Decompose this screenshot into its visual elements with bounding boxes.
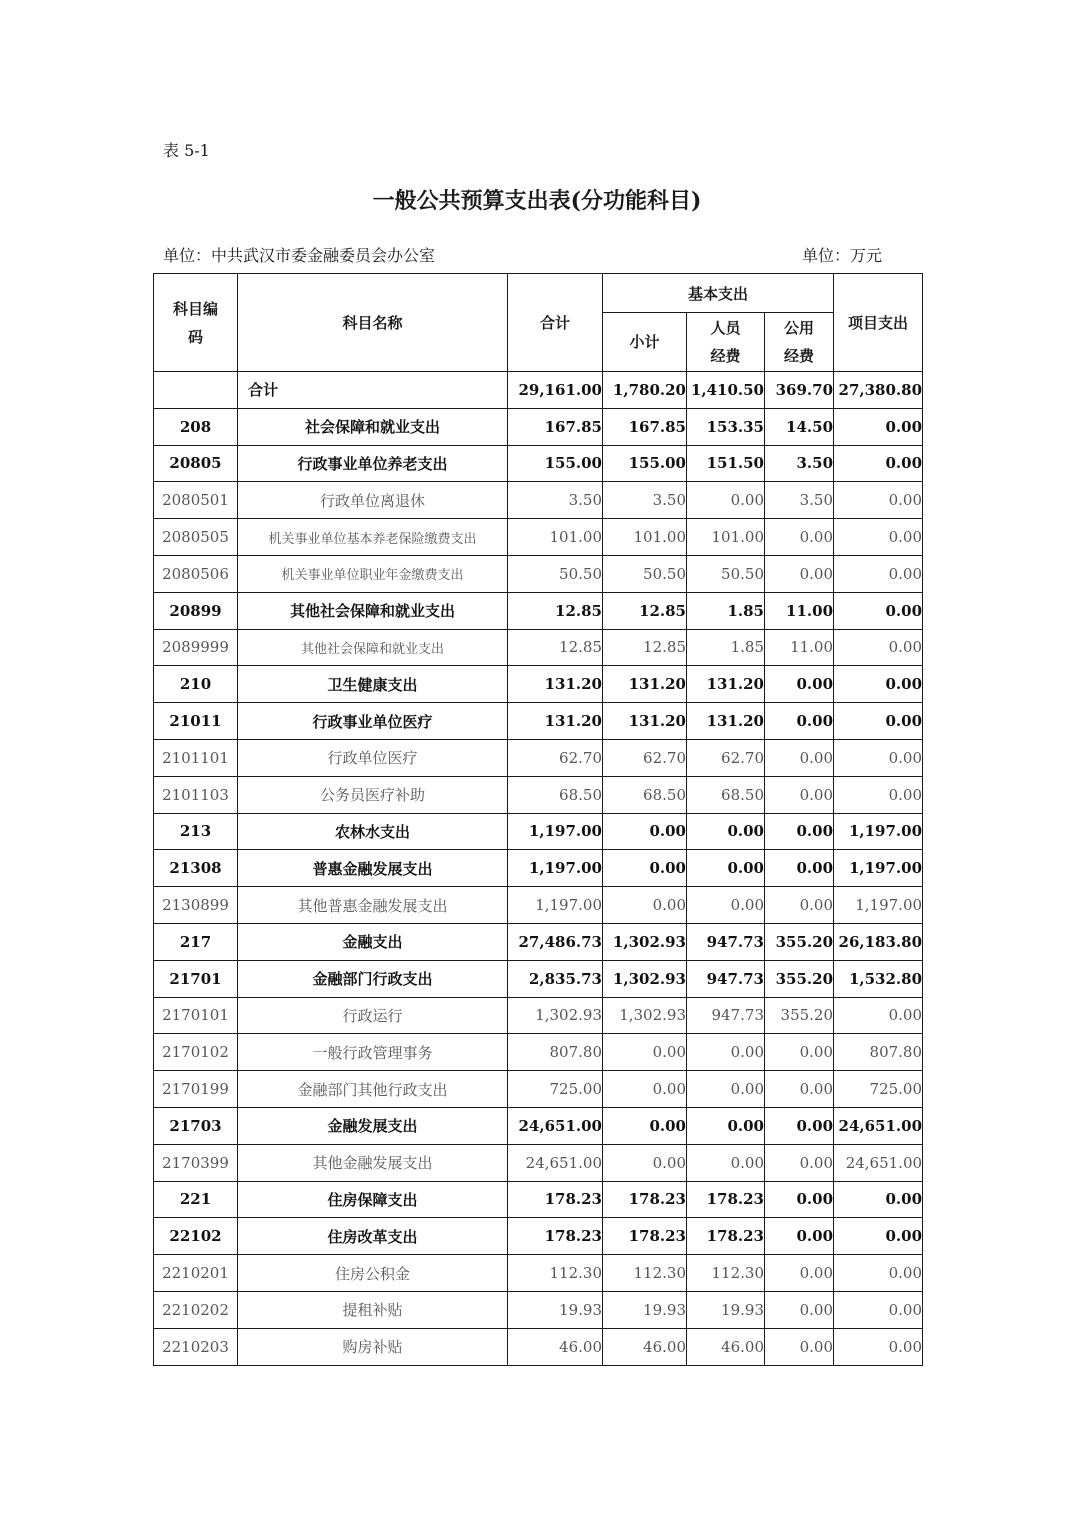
cell-personnel: 112.30 (687, 1255, 765, 1292)
cell-name: 卫生健康支出 (238, 666, 508, 703)
table-row (154, 482, 923, 519)
table-row (154, 592, 923, 629)
cell-subtotal: 1,302.93 (603, 997, 687, 1034)
cell-total: 1,197.00 (508, 850, 603, 887)
cell-code: 2101103 (154, 776, 238, 813)
cell-code: 217 (154, 923, 238, 960)
cell-code: 21701 (154, 960, 238, 997)
cell-total: 1,302.93 (508, 997, 603, 1034)
cell-total: 1,197.00 (508, 813, 603, 850)
cell-name: 其他社会保障和就业支出 (238, 629, 508, 666)
cell-project: 0.00 (834, 482, 923, 519)
cell-subtotal: 101.00 (603, 519, 687, 556)
cell-code: 2210202 (154, 1291, 238, 1328)
cell-personnel: 62.70 (687, 739, 765, 776)
cell-personnel: 0.00 (687, 1144, 765, 1181)
cell-subtotal: 50.50 (603, 555, 687, 592)
cell-total: 131.20 (508, 666, 603, 703)
table-row (154, 519, 923, 556)
cell-code: 221 (154, 1181, 238, 1218)
cell-code: 21308 (154, 850, 238, 887)
cell-public: 0.00 (765, 1218, 834, 1255)
cell-total: 1,197.00 (508, 887, 603, 924)
cell-name: 机关事业单位职业年金缴费支出 (238, 555, 508, 592)
cell-project: 0.00 (834, 592, 923, 629)
cell-personnel: 46.00 (687, 1328, 765, 1365)
cell-subtotal: 12.85 (603, 592, 687, 629)
cell-personnel: 0.00 (687, 850, 765, 887)
cell-personnel: 1.85 (687, 592, 765, 629)
cell-name: 住房保障支出 (238, 1181, 508, 1218)
cell-project: 27,380.80 (834, 372, 923, 409)
cell-code (154, 372, 238, 409)
table-row (154, 445, 923, 482)
cell-project: 1,532.80 (834, 960, 923, 997)
cell-subtotal: 3.50 (603, 482, 687, 519)
unit-currency: 单位：万元 (802, 246, 883, 265)
cell-name: 行政运行 (238, 997, 508, 1034)
cell-public: 0.00 (765, 1107, 834, 1144)
cell-project: 0.00 (834, 629, 923, 666)
cell-name: 金融发展支出 (238, 1107, 508, 1144)
cell-personnel: 0.00 (687, 1034, 765, 1071)
cell-personnel: 0.00 (687, 887, 765, 924)
cell-personnel: 178.23 (687, 1181, 765, 1218)
cell-subtotal: 0.00 (603, 813, 687, 850)
cell-project: 0.00 (834, 519, 923, 556)
table-row (154, 1328, 923, 1365)
cell-public: 0.00 (765, 739, 834, 776)
cell-total: 807.80 (508, 1034, 603, 1071)
cell-total: 101.00 (508, 519, 603, 556)
cell-public: 0.00 (765, 703, 834, 740)
cell-name: 社会保障和就业支出 (238, 408, 508, 445)
cell-personnel: 1,410.50 (687, 372, 765, 409)
cell-personnel: 68.50 (687, 776, 765, 813)
cell-name: 行政单位医疗 (238, 739, 508, 776)
cell-name: 合计 (238, 372, 508, 409)
cell-code: 213 (154, 813, 238, 850)
header-project: 项目支出 (834, 274, 923, 372)
cell-subtotal: 68.50 (603, 776, 687, 813)
cell-public: 355.20 (765, 960, 834, 997)
cell-public: 0.00 (765, 1144, 834, 1181)
cell-name: 金融支出 (238, 923, 508, 960)
cell-code: 2080505 (154, 519, 238, 556)
table-row (154, 1144, 923, 1181)
cell-name: 一般行政管理事务 (238, 1034, 508, 1071)
cell-name: 其他社会保障和就业支出 (238, 592, 508, 629)
cell-total: 24,651.00 (508, 1144, 603, 1181)
cell-public: 14.50 (765, 408, 834, 445)
cell-public: 0.00 (765, 887, 834, 924)
cell-project: 725.00 (834, 1071, 923, 1108)
table-row (154, 1181, 923, 1218)
cell-name: 其他普惠金融发展支出 (238, 887, 508, 924)
cell-name: 行政事业单位养老支出 (238, 445, 508, 482)
cell-name: 其他金融发展支出 (238, 1144, 508, 1181)
cell-public: 11.00 (765, 592, 834, 629)
cell-project: 0.00 (834, 1291, 923, 1328)
cell-subtotal: 46.00 (603, 1328, 687, 1365)
cell-code: 2210203 (154, 1328, 238, 1365)
cell-total: 167.85 (508, 408, 603, 445)
table-number: 表 5-1 (163, 141, 210, 160)
cell-project: 24,651.00 (834, 1107, 923, 1144)
cell-code: 2101101 (154, 739, 238, 776)
table-row (154, 887, 923, 924)
header-personnel: 人员经费 (687, 313, 765, 372)
cell-project: 1,197.00 (834, 850, 923, 887)
cell-project: 0.00 (834, 703, 923, 740)
cell-total: 178.23 (508, 1218, 603, 1255)
cell-name: 金融部门其他行政支出 (238, 1071, 508, 1108)
cell-total: 29,161.00 (508, 372, 603, 409)
cell-public: 0.00 (765, 1255, 834, 1292)
cell-total: 19.93 (508, 1291, 603, 1328)
cell-subtotal: 1,780.20 (603, 372, 687, 409)
cell-personnel: 947.73 (687, 997, 765, 1034)
cell-public: 0.00 (765, 666, 834, 703)
page-title: 一般公共预算支出表(分功能科目) (372, 188, 702, 214)
cell-subtotal: 0.00 (603, 850, 687, 887)
cell-name: 金融部门行政支出 (238, 960, 508, 997)
table-row (154, 1255, 923, 1292)
cell-subtotal: 19.93 (603, 1291, 687, 1328)
cell-project: 0.00 (834, 408, 923, 445)
cell-public: 0.00 (765, 1328, 834, 1365)
header-name: 科目名称 (238, 274, 508, 372)
cell-project: 0.00 (834, 666, 923, 703)
table-row (154, 372, 923, 409)
cell-project: 0.00 (834, 776, 923, 813)
header-public: 公用经费 (765, 313, 834, 372)
cell-total: 155.00 (508, 445, 603, 482)
cell-public: 0.00 (765, 850, 834, 887)
cell-personnel: 947.73 (687, 960, 765, 997)
cell-total: 3.50 (508, 482, 603, 519)
cell-total: 131.20 (508, 703, 603, 740)
table-row (154, 923, 923, 960)
cell-personnel: 0.00 (687, 482, 765, 519)
cell-personnel: 101.00 (687, 519, 765, 556)
cell-personnel: 178.23 (687, 1218, 765, 1255)
cell-total: 62.70 (508, 739, 603, 776)
header-subtotal: 小计 (603, 313, 687, 372)
cell-name: 提租补贴 (238, 1291, 508, 1328)
cell-public: 369.70 (765, 372, 834, 409)
cell-subtotal: 131.20 (603, 703, 687, 740)
cell-subtotal: 155.00 (603, 445, 687, 482)
cell-personnel: 19.93 (687, 1291, 765, 1328)
cell-name: 公务员医疗补助 (238, 776, 508, 813)
table-row (154, 555, 923, 592)
cell-code: 2170199 (154, 1071, 238, 1108)
cell-project: 0.00 (834, 997, 923, 1034)
cell-personnel: 0.00 (687, 813, 765, 850)
cell-subtotal: 0.00 (603, 1034, 687, 1071)
table-row (154, 776, 923, 813)
cell-personnel: 0.00 (687, 1107, 765, 1144)
cell-public: 355.20 (765, 997, 834, 1034)
unit-organization: 单位：中共武汉市委金融委员会办公室 (163, 246, 436, 265)
cell-code: 21703 (154, 1107, 238, 1144)
table-row (154, 629, 923, 666)
cell-code: 2210201 (154, 1255, 238, 1292)
cell-subtotal: 0.00 (603, 887, 687, 924)
cell-code: 2170399 (154, 1144, 238, 1181)
cell-total: 46.00 (508, 1328, 603, 1365)
cell-public: 0.00 (765, 776, 834, 813)
cell-code: 2080501 (154, 482, 238, 519)
cell-code: 20805 (154, 445, 238, 482)
cell-subtotal: 0.00 (603, 1144, 687, 1181)
table-row (154, 703, 923, 740)
cell-project: 0.00 (834, 445, 923, 482)
cell-total: 24,651.00 (508, 1107, 603, 1144)
cell-public: 3.50 (765, 482, 834, 519)
cell-code: 2170101 (154, 997, 238, 1034)
cell-code: 2170102 (154, 1034, 238, 1071)
cell-project: 1,197.00 (834, 887, 923, 924)
cell-public: 0.00 (765, 1291, 834, 1328)
table-row (154, 1291, 923, 1328)
cell-personnel: 151.50 (687, 445, 765, 482)
cell-public: 0.00 (765, 1034, 834, 1071)
table-row (154, 1107, 923, 1144)
cell-project: 807.80 (834, 1034, 923, 1071)
cell-total: 112.30 (508, 1255, 603, 1292)
cell-code: 20899 (154, 592, 238, 629)
cell-name: 购房补贴 (238, 1328, 508, 1365)
cell-code: 2089999 (154, 629, 238, 666)
table-row (154, 1034, 923, 1071)
cell-total: 27,486.73 (508, 923, 603, 960)
table-row (154, 960, 923, 997)
cell-total: 178.23 (508, 1181, 603, 1218)
cell-total: 12.85 (508, 629, 603, 666)
cell-project: 0.00 (834, 1218, 923, 1255)
header-total: 合计 (508, 274, 603, 372)
cell-project: 0.00 (834, 1255, 923, 1292)
cell-public: 355.20 (765, 923, 834, 960)
cell-project: 0.00 (834, 739, 923, 776)
cell-public: 0.00 (765, 1071, 834, 1108)
cell-public: 0.00 (765, 813, 834, 850)
header-basic: 基本支出 (603, 274, 834, 313)
cell-public: 11.00 (765, 629, 834, 666)
cell-total: 725.00 (508, 1071, 603, 1108)
cell-subtotal: 131.20 (603, 666, 687, 703)
cell-subtotal: 178.23 (603, 1218, 687, 1255)
cell-project: 0.00 (834, 555, 923, 592)
table-row (154, 813, 923, 850)
cell-subtotal: 0.00 (603, 1071, 687, 1108)
cell-name: 机关事业单位基本养老保险缴费支出 (238, 519, 508, 556)
cell-public: 0.00 (765, 1181, 834, 1218)
cell-subtotal: 12.85 (603, 629, 687, 666)
cell-personnel: 947.73 (687, 923, 765, 960)
header-code: 科目编码 (154, 274, 238, 372)
cell-public: 3.50 (765, 445, 834, 482)
cell-total: 50.50 (508, 555, 603, 592)
table-row (154, 1071, 923, 1108)
budget-table (153, 273, 923, 1366)
cell-personnel: 131.20 (687, 666, 765, 703)
cell-subtotal: 1,302.93 (603, 923, 687, 960)
table-row (154, 739, 923, 776)
cell-personnel: 131.20 (687, 703, 765, 740)
cell-total: 12.85 (508, 592, 603, 629)
cell-project: 0.00 (834, 1328, 923, 1365)
cell-subtotal: 62.70 (603, 739, 687, 776)
cell-personnel: 153.35 (687, 408, 765, 445)
cell-public: 0.00 (765, 519, 834, 556)
table-row (154, 850, 923, 887)
cell-public: 0.00 (765, 555, 834, 592)
cell-subtotal: 167.85 (603, 408, 687, 445)
cell-code: 22102 (154, 1218, 238, 1255)
cell-personnel: 0.00 (687, 1071, 765, 1108)
table-row (154, 666, 923, 703)
cell-name: 普惠金融发展支出 (238, 850, 508, 887)
cell-code: 210 (154, 666, 238, 703)
cell-subtotal: 112.30 (603, 1255, 687, 1292)
cell-name: 住房公积金 (238, 1255, 508, 1292)
cell-subtotal: 1,302.93 (603, 960, 687, 997)
cell-total: 2,835.73 (508, 960, 603, 997)
cell-project: 1,197.00 (834, 813, 923, 850)
cell-code: 2080506 (154, 555, 238, 592)
cell-code: 21011 (154, 703, 238, 740)
cell-code: 2130899 (154, 887, 238, 924)
table-row (154, 408, 923, 445)
cell-name: 行政单位离退休 (238, 482, 508, 519)
cell-project: 24,651.00 (834, 1144, 923, 1181)
cell-name: 农林水支出 (238, 813, 508, 850)
cell-name: 行政事业单位医疗 (238, 703, 508, 740)
cell-personnel: 1.85 (687, 629, 765, 666)
cell-subtotal: 178.23 (603, 1181, 687, 1218)
cell-name: 住房改革支出 (238, 1218, 508, 1255)
table-row (154, 997, 923, 1034)
table-row (154, 1218, 923, 1255)
cell-project: 0.00 (834, 1181, 923, 1218)
cell-subtotal: 0.00 (603, 1107, 687, 1144)
cell-code: 208 (154, 408, 238, 445)
cell-project: 26,183.80 (834, 923, 923, 960)
cell-personnel: 50.50 (687, 555, 765, 592)
cell-total: 68.50 (508, 776, 603, 813)
